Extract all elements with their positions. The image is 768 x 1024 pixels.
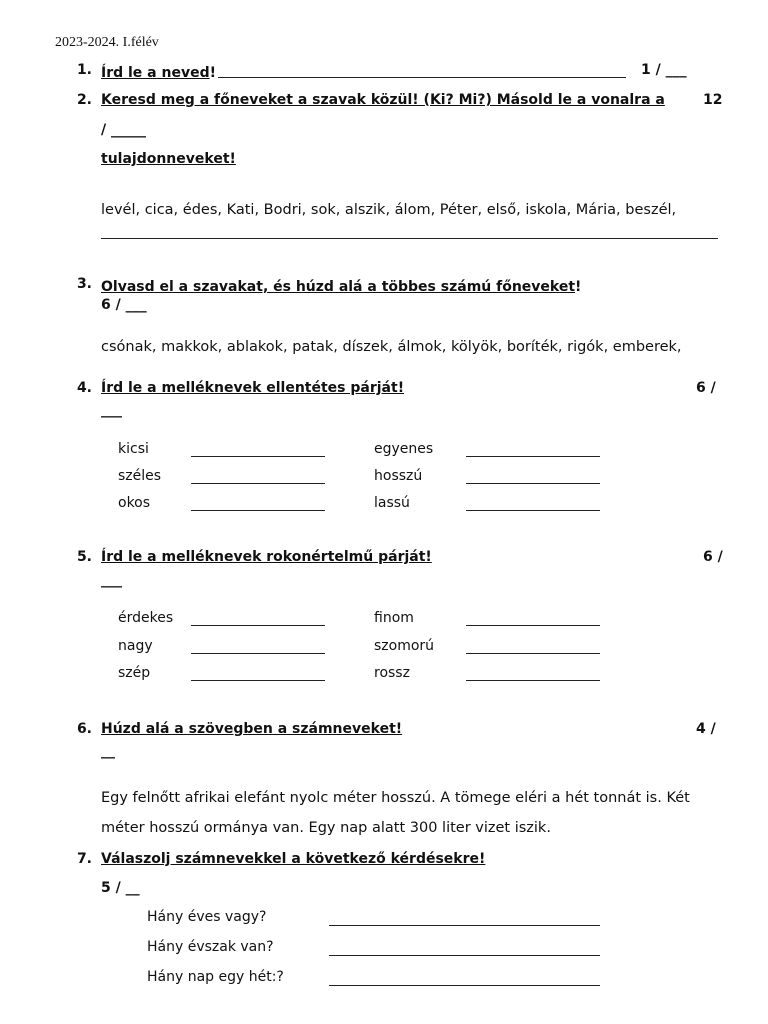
task-6-title: Húzd alá a szövegben a számneveket!: [101, 721, 403, 737]
task-4-left-word-2: széles: [118, 468, 162, 484]
task-4-answer-line[interactable]: [191, 509, 325, 511]
task-7-question-3: Hány nap egy hét:?: [147, 969, 284, 985]
task-7-question-2: Hány évszak van?: [147, 939, 274, 955]
task-6-number: 6.: [76, 721, 92, 737]
task-5-answer-line[interactable]: [191, 624, 325, 626]
task-5-right-word-3: rossz: [374, 665, 410, 681]
task-5-answer-line[interactable]: [466, 624, 600, 626]
task-7-answer-line[interactable]: [329, 924, 600, 926]
task-5-points: 6 /: [703, 549, 723, 565]
task-2-points: 12: [703, 92, 723, 108]
task-4-right-word-2: hosszú: [374, 468, 423, 484]
task-1-title: Írd le a neved!: [101, 65, 216, 81]
task-7-question-1: Hány éves vagy?: [147, 909, 267, 925]
task-7-answer-line[interactable]: [329, 954, 600, 956]
task-1-points: 1 / ___: [641, 62, 687, 78]
task-4-answer-line[interactable]: [191, 455, 325, 457]
task-4-answer-line[interactable]: [466, 482, 600, 484]
task-2-points-line: / _____: [101, 122, 146, 138]
task-7-number: 7.: [76, 851, 92, 867]
task-4-points: 6 /: [696, 380, 716, 396]
task-5-answer-line[interactable]: [466, 679, 600, 681]
task-3-words[interactable]: csónak, makkok, ablakok, patak, díszek, álmok, kölyök, boríték, rigók, emberek,: [101, 339, 682, 355]
task-5-left-word-1: érdekes: [118, 610, 174, 626]
task-7-answer-line[interactable]: [329, 984, 600, 986]
task-2-title: Keresd meg a főneveket a szavak közül! (Ki? Mi?) Másold le a vonalra a: [101, 92, 665, 108]
task-5-title: Írd le a melléknevek rokonértelmű párját!: [101, 549, 432, 565]
task-5-answer-line[interactable]: [466, 652, 600, 654]
task-4-right-word-1: egyenes: [374, 441, 434, 457]
task-1-title-text: Írd le a neved: [101, 65, 210, 81]
task-2-words: levél, cica, édes, Kati, Bodri, sok, alszik, álom, Péter, első, iskola, Mária, beszél,: [101, 202, 677, 218]
task-5-points-line: ___: [101, 572, 122, 588]
task-6-text-line-2[interactable]: méter hosszú ormánya van. Egy nap alatt 300 liter vizet iszik.: [101, 820, 551, 836]
task-5-left-word-2: nagy: [118, 638, 153, 654]
task-3-title: Olvasd el a szavakat, és húzd alá a többes számú főneveket!: [101, 279, 582, 295]
task-5-answer-line[interactable]: [191, 652, 325, 654]
task-2-number: 2.: [76, 92, 92, 108]
task-4-answer-line[interactable]: [191, 482, 325, 484]
task-2-answer-line[interactable]: [101, 237, 718, 239]
task-3-title-text: Olvasd el a szavakat, és húzd alá a többes számú főneveket: [101, 279, 576, 295]
task-4-right-word-3: lassú: [374, 495, 410, 511]
task-4-left-word-3: okos: [118, 495, 151, 511]
task-5-left-word-3: szép: [118, 665, 151, 681]
task-3-number: 3.: [76, 276, 92, 292]
task-5-right-word-1: finom: [374, 610, 414, 626]
task-7-points: 5 / __: [101, 880, 140, 896]
task-5-answer-line[interactable]: [191, 679, 325, 681]
task-4-number: 4.: [76, 380, 92, 396]
task-3-points: 6 / ___: [101, 297, 147, 313]
task-7-title: Válaszolj számnevekkel a következő kérdésekre!: [101, 851, 486, 867]
task-6-text-line-1[interactable]: Egy felnőtt afrikai elefánt nyolc méter hosszú. A tömege eléri a hét tonnát is. Két: [101, 790, 690, 806]
semester-header: 2023-2024. I.félév: [55, 35, 159, 50]
task-6-points: 4 /: [696, 721, 716, 737]
task-4-left-word-1: kicsi: [118, 441, 149, 457]
task-1-name-line[interactable]: [218, 76, 626, 78]
task-4-points-line: ___: [101, 402, 122, 418]
task-1-number: 1.: [76, 62, 92, 78]
task-2-title-cont: tulajdonneveket!: [101, 151, 236, 167]
task-5-right-word-2: szomorú: [374, 638, 435, 654]
task-4-answer-line[interactable]: [466, 455, 600, 457]
task-5-number: 5.: [76, 549, 92, 565]
task-4-title: Írd le a melléknevek ellentétes párját!: [101, 380, 405, 396]
task-4-answer-line[interactable]: [466, 509, 600, 511]
task-6-points-line: __: [101, 743, 115, 759]
